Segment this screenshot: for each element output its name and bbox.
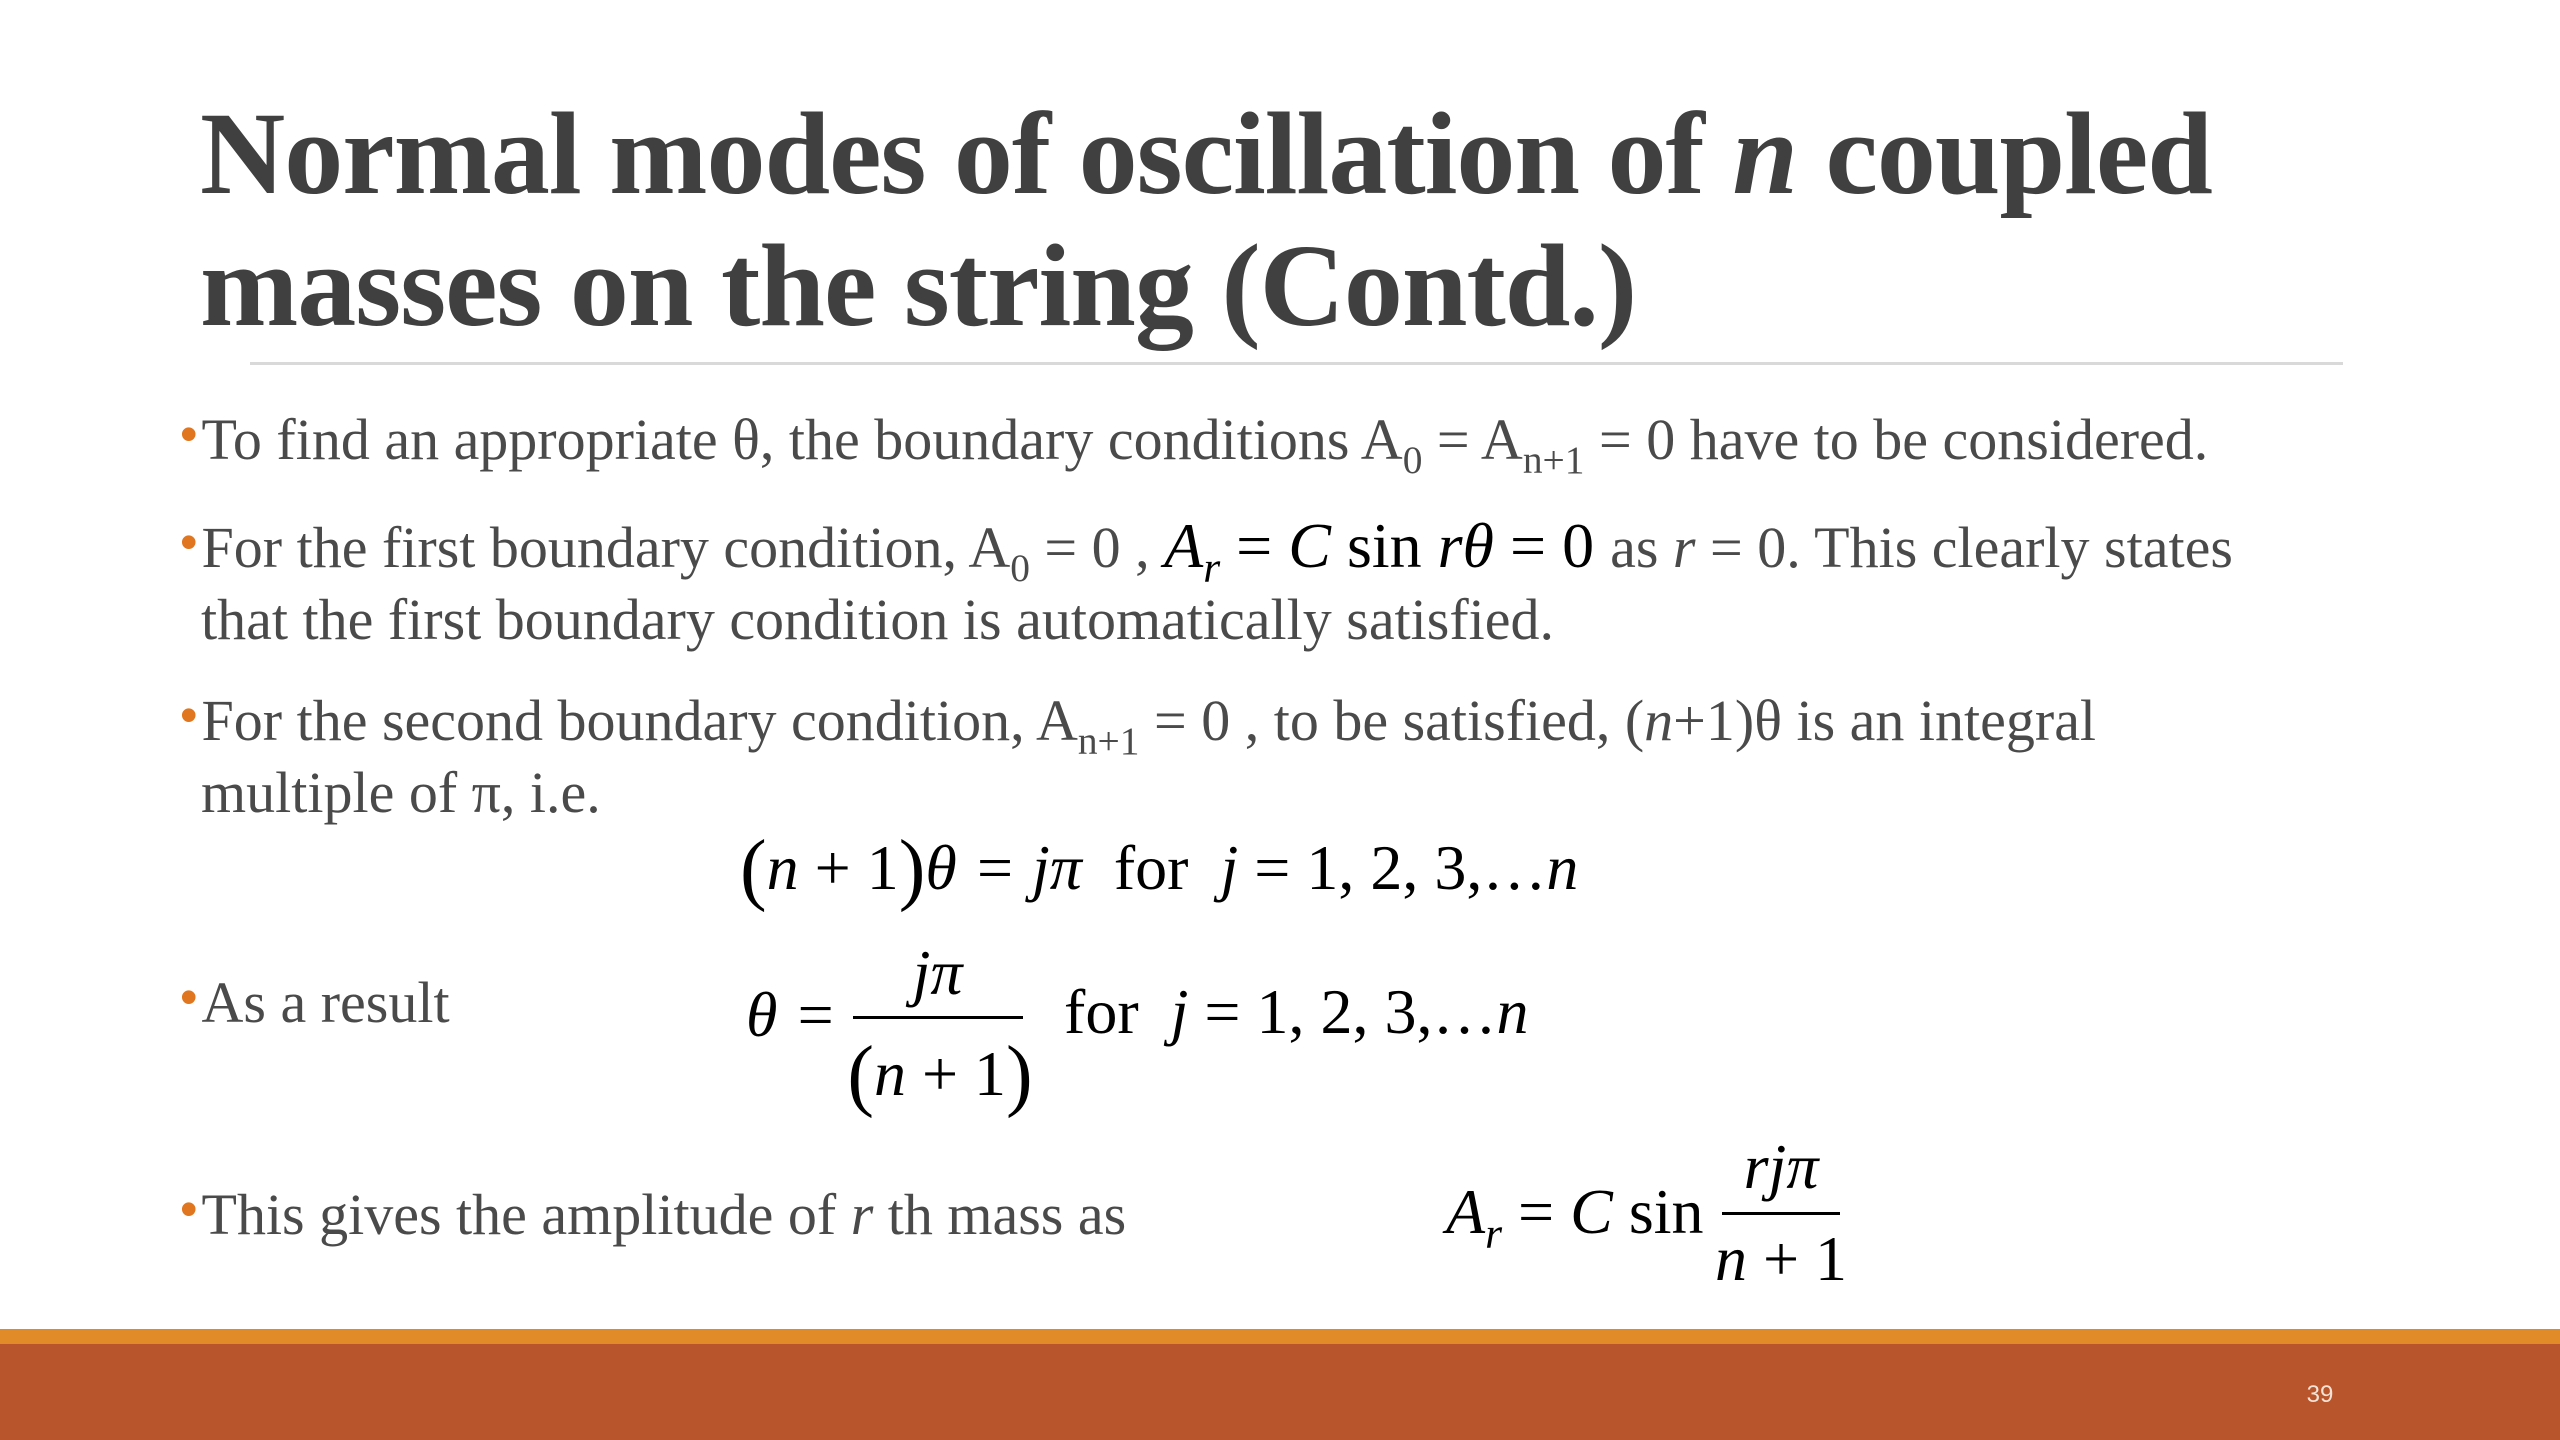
title-line-2: masses on the string (Contd.): [200, 220, 1637, 351]
bullet-text: = 0 , to be satisfied, (: [1139, 688, 1645, 753]
bullet-text: As a result: [201, 970, 450, 1035]
subscript: n+1: [1522, 437, 1585, 482]
bullet-text: th mass as: [873, 1182, 1127, 1247]
bullet-as-result: [180, 968, 450, 1040]
footer-accent-bar: [0, 1329, 2560, 1344]
title-variable-n: n: [1732, 88, 1797, 219]
bullet-text: as: [1610, 515, 1673, 580]
bullet-boundary-conditions: [180, 405, 2209, 482]
title-text-1: Normal modes of oscillation of: [200, 88, 1733, 219]
subscript: 0: [1010, 545, 1030, 590]
bullet-marker: •: [180, 406, 198, 462]
bullet-marker: •: [180, 514, 198, 570]
bullet-text: For the first boundary condition, A: [201, 515, 1011, 580]
footer-bar: [0, 1344, 2560, 1440]
bullet-text: = 0. This clearly states: [1695, 515, 2233, 580]
page-number: 39: [2306, 1381, 2334, 1408]
bullet-continuation: that the first boundary condition is automatically satisfied.: [201, 587, 1555, 652]
title-text-2: coupled: [1796, 88, 2212, 219]
variable-r: r: [850, 1182, 874, 1247]
bullet-amplitude: [180, 1180, 1126, 1252]
variable-n: n: [1644, 688, 1674, 753]
slide-title: [200, 88, 2460, 352]
bullet-text: = A: [1422, 407, 1523, 472]
bullet-text: To find an appropriate θ, the boundary conditions A: [201, 407, 1403, 472]
bullet-text: This gives the amplitude of: [201, 1182, 851, 1247]
equation-theta-condition: (n + 1)θ = jπ for j = 1, 2, 3,…n: [740, 825, 1579, 913]
variable-r: r: [1672, 515, 1696, 580]
fraction-bar: [853, 1016, 1023, 1019]
bullet-text: For the second boundary condition, A: [201, 688, 1078, 753]
bullet-text: = 0 have to be considered.: [1584, 407, 2209, 472]
bullet-second-boundary: [180, 686, 2096, 828]
bullet-marker: •: [180, 969, 198, 1025]
title-divider: [250, 362, 2343, 365]
bullet-marker: •: [180, 1181, 198, 1237]
bullet-marker: •: [180, 687, 198, 743]
subscript: 0: [1402, 437, 1423, 482]
bullet-first-boundary: [180, 511, 2233, 655]
bullet-text: = 0 ,: [1029, 515, 1165, 580]
subscript: n+1: [1077, 718, 1140, 763]
bullet-text: +1)θ is an integral: [1673, 688, 2097, 753]
fraction-bar: [1722, 1212, 1840, 1215]
bullet-continuation: multiple of π, i.e.: [201, 760, 601, 825]
inline-equation-ar: $A_r = C$ sin rθ = 0: [1164, 510, 1611, 593]
